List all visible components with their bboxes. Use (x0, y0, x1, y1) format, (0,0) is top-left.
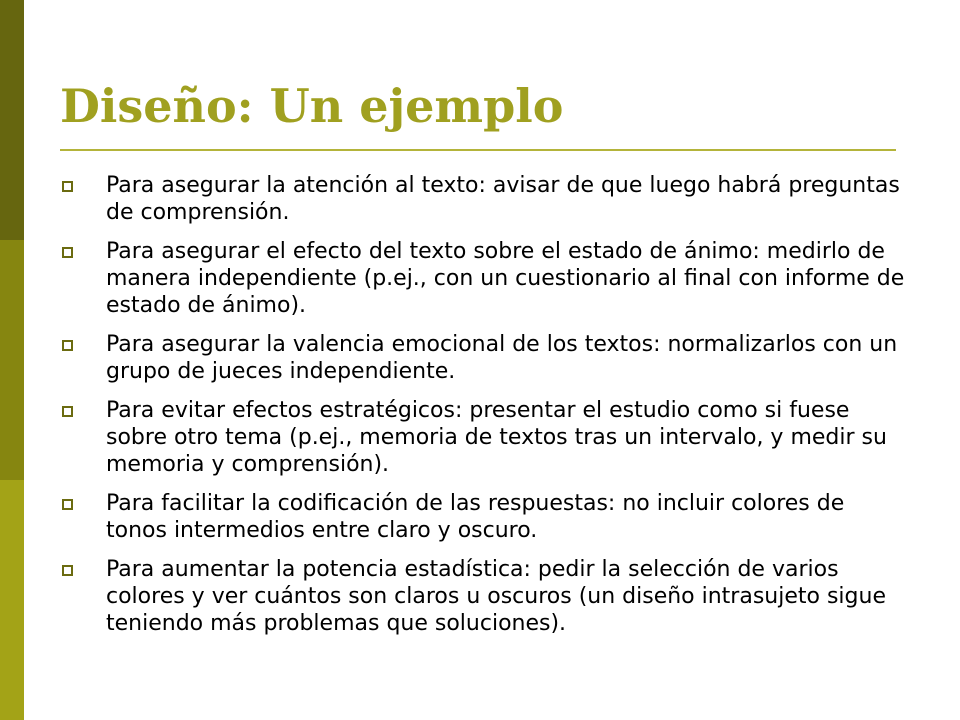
slide-title: Diseño: Un ejemplo (60, 79, 564, 133)
hollow-square-icon (62, 340, 73, 351)
hollow-square-icon (62, 499, 73, 510)
side-bar-middle-segment (0, 240, 24, 480)
bullet-text: Para aumentar la potencia estadística: pedir la selección de varios colores y ver cuántos son claros u oscuros (un diseño intrasujeto sigue teniendo más problemas que soluciones). (106, 557, 886, 636)
side-bar-top-segment (0, 0, 24, 240)
hollow-square-icon (62, 565, 73, 576)
bullet-item (60, 331, 905, 385)
bullet-text: Para facilitar la codificación de las respuestas: no incluir colores de tonos intermedios entre claro y oscuro. (106, 491, 845, 543)
bullet-item (60, 397, 905, 478)
side-accent-bar (0, 0, 24, 720)
hollow-square-icon (62, 247, 73, 258)
bullet-text: Para asegurar la valencia emocional de los textos: normalizarlos con un grupo de jueces independiente. (106, 332, 898, 384)
hollow-square-icon (62, 406, 73, 417)
bullet-item (60, 490, 905, 544)
bullet-text: Para asegurar el efecto del texto sobre el estado de ánimo: medirlo de manera independiente (p.ej., con un cuestionario al final con informe de estado de ánimo). (106, 239, 905, 318)
bullet-item (60, 172, 905, 226)
title-underline (60, 149, 896, 151)
bullet-list (60, 172, 905, 649)
bullet-text: Para asegurar la atención al texto: avisar de que luego habrá preguntas de comprensión. (106, 173, 900, 225)
side-bar-bottom-segment (0, 480, 24, 720)
bullet-text: Para evitar efectos estratégicos: presentar el estudio como si fuese sobre otro tema (p.ej., memoria de textos tras un intervalo, y medir su memoria y comprensión). (106, 398, 887, 477)
bullet-item (60, 556, 905, 637)
hollow-square-icon (62, 181, 73, 192)
bullet-item (60, 238, 905, 319)
